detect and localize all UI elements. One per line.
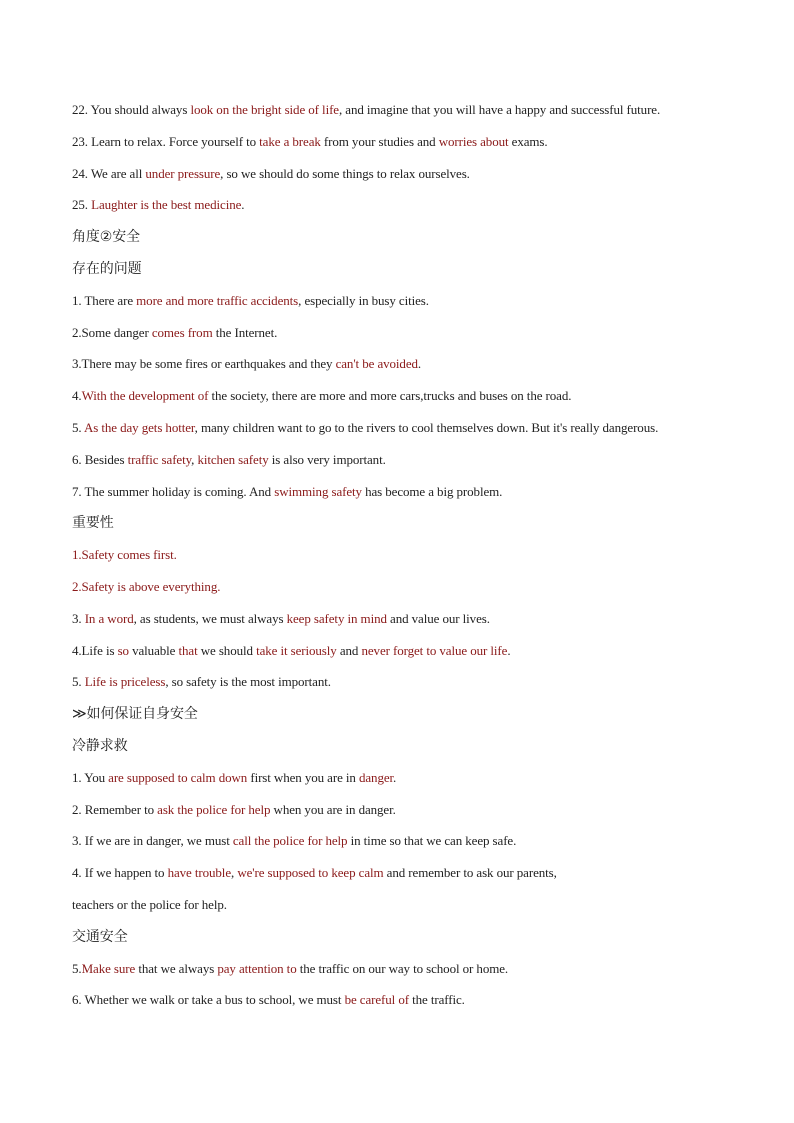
plain-text: 3.There may be some fires or earthquakes and they <box>72 356 336 372</box>
highlighted-phrase: have trouble <box>167 865 231 881</box>
highlighted-phrase: 2.Safety is above everything. <box>72 578 221 594</box>
plain-text: 25. <box>72 197 92 213</box>
highlighted-phrase: take a break <box>259 133 321 149</box>
highlighted-phrase: Make sure <box>81 960 136 976</box>
highlighted-phrase: more and more traffic accidents <box>136 292 299 308</box>
highlighted-phrase: danger <box>358 769 394 785</box>
plain-text: the traffic on our way to school or home. <box>296 960 509 976</box>
highlighted-phrase: be careful of <box>344 992 409 1008</box>
text-line <box>72 164 752 196</box>
plain-text: 22. You should always <box>72 102 191 117</box>
text-line <box>72 418 752 450</box>
section-heading <box>72 736 752 768</box>
plain-text: 1. There are <box>72 292 137 308</box>
plain-text: 存在的问题 <box>72 260 142 277</box>
section-heading <box>72 704 752 736</box>
text-line <box>72 100 752 132</box>
text-line <box>72 990 752 1022</box>
plain-text: valuable <box>128 642 179 658</box>
section-heading <box>72 513 752 545</box>
plain-text: when you are in danger. <box>270 801 396 817</box>
plain-text: in time so that we can keep safe. <box>347 833 517 849</box>
plain-text: first when you are in <box>247 769 359 785</box>
text-line <box>72 545 752 577</box>
highlighted-phrase: traffic safety <box>127 451 192 467</box>
highlighted-phrase: swimming safety <box>274 483 362 499</box>
plain-text: , so we should do some things to relax ourselves. <box>220 165 470 181</box>
highlighted-phrase: never forget to value our life <box>361 642 508 658</box>
highlighted-phrase: Laughter is the best medicine <box>91 197 242 213</box>
plain-text: 23. Learn to relax. Force yourself to <box>72 133 260 149</box>
section-heading <box>72 259 752 291</box>
plain-text: 2.Some danger <box>72 324 152 340</box>
plain-text: . <box>241 197 245 213</box>
text-line <box>72 895 752 927</box>
highlighted-phrase: we're supposed to keep calm <box>237 865 384 881</box>
text-line <box>72 482 752 514</box>
highlighted-phrase: worries about <box>438 133 509 149</box>
plain-text: , many children want to go to the rivers to cool themselves down. But it's really dangerous. <box>194 419 659 435</box>
plain-text: . <box>417 356 422 372</box>
plain-text: the Internet. <box>212 324 278 340</box>
plain-text: 4. <box>72 388 82 404</box>
plain-text: 角度②安全 <box>72 229 141 246</box>
plain-text: 6. Whether we walk or take a bus to school, we must <box>72 992 345 1008</box>
highlighted-phrase: kitchen safety <box>197 451 269 467</box>
plain-text: , and imagine that you will have a happy and successful future. <box>338 102 661 117</box>
text-line <box>72 291 752 323</box>
text-line <box>72 609 752 641</box>
highlighted-phrase: As the day gets hotter <box>83 419 195 435</box>
plain-text: ≫如何保证自身安全 <box>72 706 198 723</box>
plain-text: that we always <box>135 960 218 976</box>
plain-text: 1. You <box>72 769 109 785</box>
text-line <box>72 768 752 800</box>
highlighted-phrase: 1.Safety comes first. <box>72 547 177 563</box>
highlighted-phrase: are supposed to calm down <box>108 769 248 785</box>
plain-text: has become a big problem. <box>361 483 503 499</box>
plain-text: 冷静求救 <box>72 737 128 754</box>
text-line <box>72 577 752 609</box>
plain-text: 7. The summer holiday is coming. And <box>72 483 275 499</box>
plain-text: 5. <box>72 674 85 690</box>
plain-text: we should <box>197 642 257 658</box>
plain-text: . <box>393 769 397 785</box>
plain-text: , as students, we must always <box>133 610 287 626</box>
highlighted-phrase: look on the bright side of life <box>190 102 339 117</box>
plain-text: 3. If we are in danger, we must <box>72 833 233 849</box>
plain-text: 交通安全 <box>72 928 128 945</box>
plain-text: 5. <box>72 960 82 976</box>
plain-text: and remember to ask our parents, <box>383 865 557 881</box>
text-line <box>72 641 752 673</box>
text-line <box>72 386 752 418</box>
highlighted-phrase: Life is priceless <box>84 674 166 690</box>
highlighted-phrase: In a word <box>84 610 134 626</box>
text-line <box>72 132 752 164</box>
text-line <box>72 323 752 355</box>
plain-text: , <box>231 865 238 881</box>
highlighted-phrase: can't be avoided <box>335 356 418 372</box>
plain-text: and value our lives. <box>386 610 490 626</box>
highlighted-phrase: call the police for help <box>232 833 348 849</box>
highlighted-phrase: that <box>178 642 198 658</box>
plain-text: 3. <box>72 610 85 626</box>
highlighted-phrase: under pressure <box>145 165 221 181</box>
highlighted-phrase: ask the police for help <box>157 801 271 817</box>
highlighted-phrase: pay attention to <box>217 960 297 976</box>
text-line <box>72 672 752 704</box>
text-line <box>72 863 752 895</box>
text-line <box>72 195 752 227</box>
plain-text: 重要性 <box>72 515 114 532</box>
plain-text: the society, there are more and more cars,trucks and buses on the road. <box>208 388 572 404</box>
plain-text: 5. <box>72 419 84 435</box>
text-line <box>72 800 752 832</box>
text-line <box>72 354 752 386</box>
text-line <box>72 831 752 863</box>
plain-text: , especially in busy cities. <box>298 292 429 308</box>
highlighted-phrase: comes from <box>151 324 213 340</box>
plain-text: teachers or the police for help. <box>72 896 227 912</box>
section-heading <box>72 227 752 259</box>
section-heading <box>72 927 752 959</box>
plain-text: and <box>336 642 362 658</box>
plain-text: 4. If we happen to <box>72 865 168 881</box>
document-page <box>72 100 752 1022</box>
text-line <box>72 959 752 991</box>
plain-text: 2. Remember to <box>72 801 158 817</box>
plain-text: the traffic. <box>408 992 465 1008</box>
plain-text: . <box>507 642 511 658</box>
highlighted-phrase: With the development of <box>81 388 209 404</box>
highlighted-phrase: take it seriously <box>256 642 337 658</box>
plain-text: exams. <box>508 133 548 149</box>
plain-text: , so safety is the most important. <box>165 674 331 690</box>
highlighted-phrase: so <box>117 642 129 658</box>
text-line <box>72 450 752 482</box>
plain-text: from your studies and <box>320 133 439 149</box>
plain-text: is also very important. <box>268 451 386 467</box>
plain-text: 6. Besides <box>72 451 128 467</box>
plain-text: 4.Life is <box>72 642 118 658</box>
plain-text: , <box>191 451 198 467</box>
highlighted-phrase: keep safety in mind <box>286 610 387 626</box>
plain-text: 24. We are all <box>72 165 146 181</box>
